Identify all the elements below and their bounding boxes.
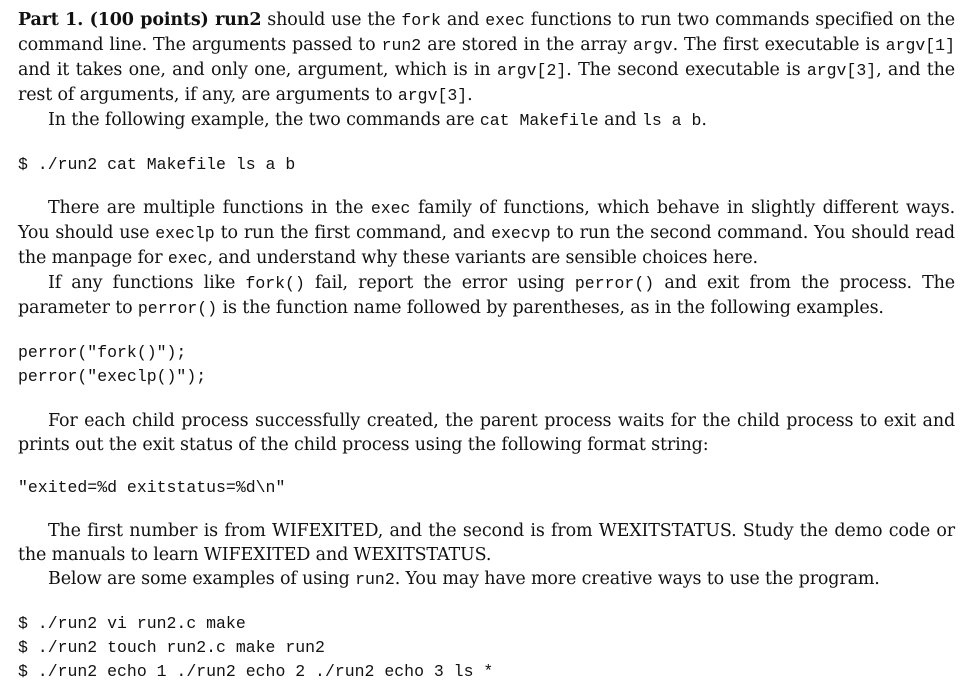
code-block-perror — [18, 341, 955, 389]
paragraph-examples-intro: Below are some examples of using run2. You may have more creative ways to use the program. — [48, 569, 880, 589]
inline-code: execvp — [491, 224, 551, 243]
inline-code: execlp — [155, 224, 215, 243]
inline-code: exec — [485, 11, 525, 30]
spacer — [18, 457, 955, 476]
code-block-format-string: "exited=%d exitstatus=%d\n" — [18, 478, 286, 497]
inline-code: exec — [370, 199, 411, 218]
inline-code: fork — [401, 11, 441, 30]
inline-code: argv[1] — [885, 36, 955, 55]
inline-code: ls a b — [641, 111, 702, 130]
code-block-example: $ ./run2 cat Makefile ls a b — [18, 155, 296, 174]
paragraph-example-intro: In the following example, the two commands are cat Makefile and ls a b. — [48, 110, 707, 130]
paragraph-wifexited: The first number is from WIFEXITED, and the second is from WEXITSTATUS. Study the demo code or the manuals to learn WIFEXITED and WEXITSTATUS. — [18, 521, 955, 565]
part-heading: Part 1. (100 points) run2 — [18, 10, 262, 30]
code-line: $ ./run2 touch run2.c make run2 — [18, 638, 325, 657]
code-block-examples — [18, 612, 955, 684]
paragraph-intro: Part 1. (100 points) run2 should use the fork and exec functions to run two commands specified on the command line. The arguments passed to run2 are stored in the array argv. The first executable is argv[1] and it takes one, and only one, argument, which is in argv[2]. The second executable is argv[3], and the rest of arguments, if any, are arguments to argv[3]. — [18, 10, 955, 105]
inline-code: perror() — [574, 274, 655, 293]
paragraph-perror: If any functions like fork() fail, report the error using perror() and exit from the process. The parameter to perror() is the function name followed by parentheses, as in the following examples. — [18, 273, 955, 318]
code-line: perror("fork()"); — [18, 343, 187, 362]
inline-code: fork() — [245, 274, 305, 293]
paragraph-wait: For each child process successfully created, the parent process waits for the child process to exit and prints out the exit status of the child process using the following format string: — [18, 411, 955, 455]
inline-code: argv[3] — [397, 86, 468, 105]
inline-code: perror() — [137, 299, 218, 318]
spacer — [18, 592, 955, 612]
inline-code: run2 — [355, 570, 395, 589]
spacer — [18, 500, 955, 519]
inline-code: cat Makefile — [479, 111, 599, 130]
inline-code: exec — [167, 249, 208, 268]
code-line: $ ./run2 echo 1 ./run2 echo 2 ./run2 echo 3 ls * — [18, 662, 494, 681]
paragraph-exec-family: There are multiple functions in the exec family of functions, which behave in slightly different ways. You should use execlp to run the first command, and execvp to run the second command. You should read the manpage for exec, and understand why these variants are sensible choices here. — [18, 198, 955, 268]
inline-code: argv — [633, 36, 673, 55]
inline-code: argv[3] — [806, 61, 877, 80]
code-line: perror("execlp()"); — [18, 367, 207, 386]
spacer — [18, 321, 955, 341]
spacer — [18, 177, 955, 196]
inline-code: argv[2] — [496, 61, 567, 80]
code-line: $ ./run2 vi run2.c make — [18, 614, 246, 633]
inline-code: run2 — [381, 36, 422, 55]
spacer — [18, 389, 955, 409]
spacer — [18, 133, 955, 153]
